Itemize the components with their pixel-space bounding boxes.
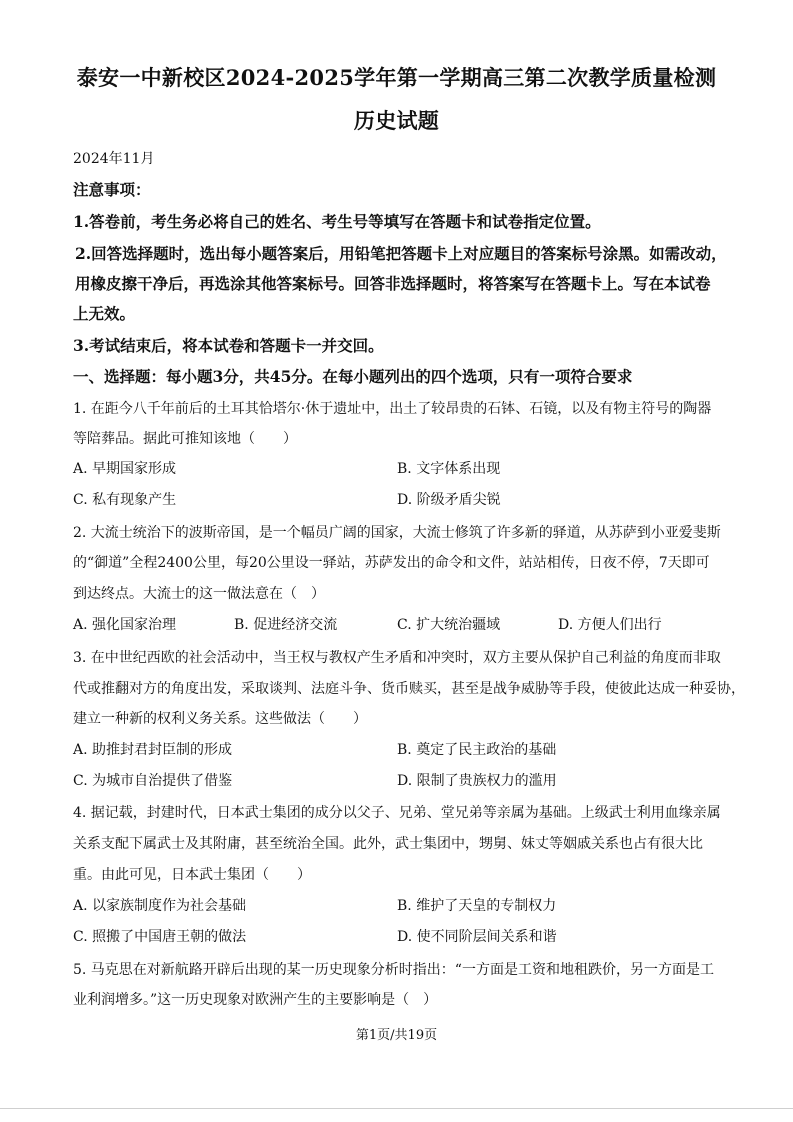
notice-heading: 注意事项： <box>73 180 151 199</box>
question-2-option-d: D. 方便人们出行 <box>558 617 662 633</box>
question-4-option-b: B. 维护了天皇的专制权力 <box>397 898 557 914</box>
page-bottom-divider <box>0 1108 793 1109</box>
question-3-option-a: A. 助推封君封臣制的形成 <box>73 742 233 758</box>
question-3-line-3: 建立一种新的权利义务关系。这些做法（ ） <box>73 711 367 727</box>
question-4-line-1: 4. 据记载，封建时代，日本武士集团的成分以父子、兄弟、堂兄弟等亲属为基础。上级武士利用血缘亲属 <box>73 805 721 821</box>
question-4-option-a: A. 以家族制度作为社会基础 <box>73 898 247 914</box>
question-1-option-b: B. 文字体系出现 <box>397 461 501 477</box>
question-3-option-b: B. 奠定了民主政治的基础 <box>397 742 557 758</box>
notice-item-3: 3.考试结束后，将本试卷和答题卡一并交回。 <box>73 336 384 355</box>
page-number: 第1页/共19页 <box>355 1028 438 1043</box>
notice-item-2-line-1: 2.回答选择题时，选出每小题答案后，用铅笔把答题卡上对应题目的答案标号涂黑。如需改动， <box>75 244 727 263</box>
question-4-line-3: 重。由此可见，日本武士集团（ ） <box>73 867 311 883</box>
question-4-option-c: C. 照搬了中国唐王朝的做法 <box>73 929 247 945</box>
question-1-option-c: C. 私有现象产生 <box>73 492 177 508</box>
question-4-line-2: 关系支配下属武士及其附庸，甚至统治全国。此外，武士集团中，甥舅、妹丈等姻戚关系也占有很大比 <box>73 836 703 852</box>
section-heading: 一、选择题：每小题3分，共45分。在每小题列出的四个选项，只有一项符合要求 <box>73 367 633 386</box>
exam-subtitle: 历史试题 <box>353 108 440 133</box>
question-1-option-a: A. 早期国家形成 <box>73 461 177 477</box>
notice-item-2-line-2: 用橡皮擦干净后，再选涂其他答案标号。回答非选择题时，将答案写在答题卡上。写在本试卷 <box>75 274 711 293</box>
question-3-option-d: D. 限制了贵族权力的滥用 <box>397 773 557 789</box>
question-5-line-1: 5. 马克思在对新航路开辟后出现的某一历史现象分析时指出：“一方面是工资和地租跌价，另一方面是工 <box>73 962 714 978</box>
question-2-line-2: 的“御道”全程2400公里，每20公里设一驿站，苏萨发出的命令和文件，站站相传，日夜不停，7天即可 <box>73 555 710 571</box>
question-2-line-3: 到达终点。大流士的这一做法意在（ ） <box>73 586 325 602</box>
question-3-line-1: 3. 在中世纪西欧的社会活动中，当王权与教权产生矛盾和冲突时，双方主要从保护自己利益的角度而非取 <box>73 650 721 666</box>
question-2-option-a: A. 强化国家治理 <box>73 617 177 633</box>
notice-item-2-line-3: 上无效。 <box>73 304 136 323</box>
question-2-line-1: 2. 大流士统治下的波斯帝国，是一个幅员广阔的国家，大流士修筑了许多新的驿道，从苏萨到小亚爱斐斯 <box>73 525 721 541</box>
question-1-line-1: 1. 在距今八千年前后的土耳其恰塔尔·休于遗址中，出土了较昂贵的石钵、石镜，以及有物主符号的陶器 <box>73 401 712 417</box>
question-2-option-c: C. 扩大统治疆域 <box>397 617 501 633</box>
question-3-option-c: C. 为城市自治提供了借鉴 <box>73 773 233 789</box>
question-1-line-2: 等陪葬品。据此可推知该地（ ） <box>73 431 297 447</box>
question-3-line-2: 代或推翻对方的角度出发，采取谈判、法庭斗争、货币赎买，甚至是战争威胁等手段，使彼此达成一种妥协， <box>73 681 745 697</box>
notice-item-1: 1.答卷前，考生务必将自己的姓名、考生号等填写在答题卡和试卷指定位置。 <box>73 212 601 231</box>
exam-title: 泰安一中新校区2024-2025学年第一学期高三第二次教学质量检测 <box>76 65 717 90</box>
question-5-line-2: 业利润增多。”这一历史现象对欧洲产生的主要影响是（ ） <box>73 992 438 1008</box>
exam-date: 2024年11月 <box>73 151 155 167</box>
question-4-option-d: D. 使不同阶层间关系和谐 <box>397 929 557 945</box>
question-1-option-d: D. 阶级矛盾尖锐 <box>397 492 501 508</box>
question-2-option-b: B. 促进经济交流 <box>234 617 338 633</box>
